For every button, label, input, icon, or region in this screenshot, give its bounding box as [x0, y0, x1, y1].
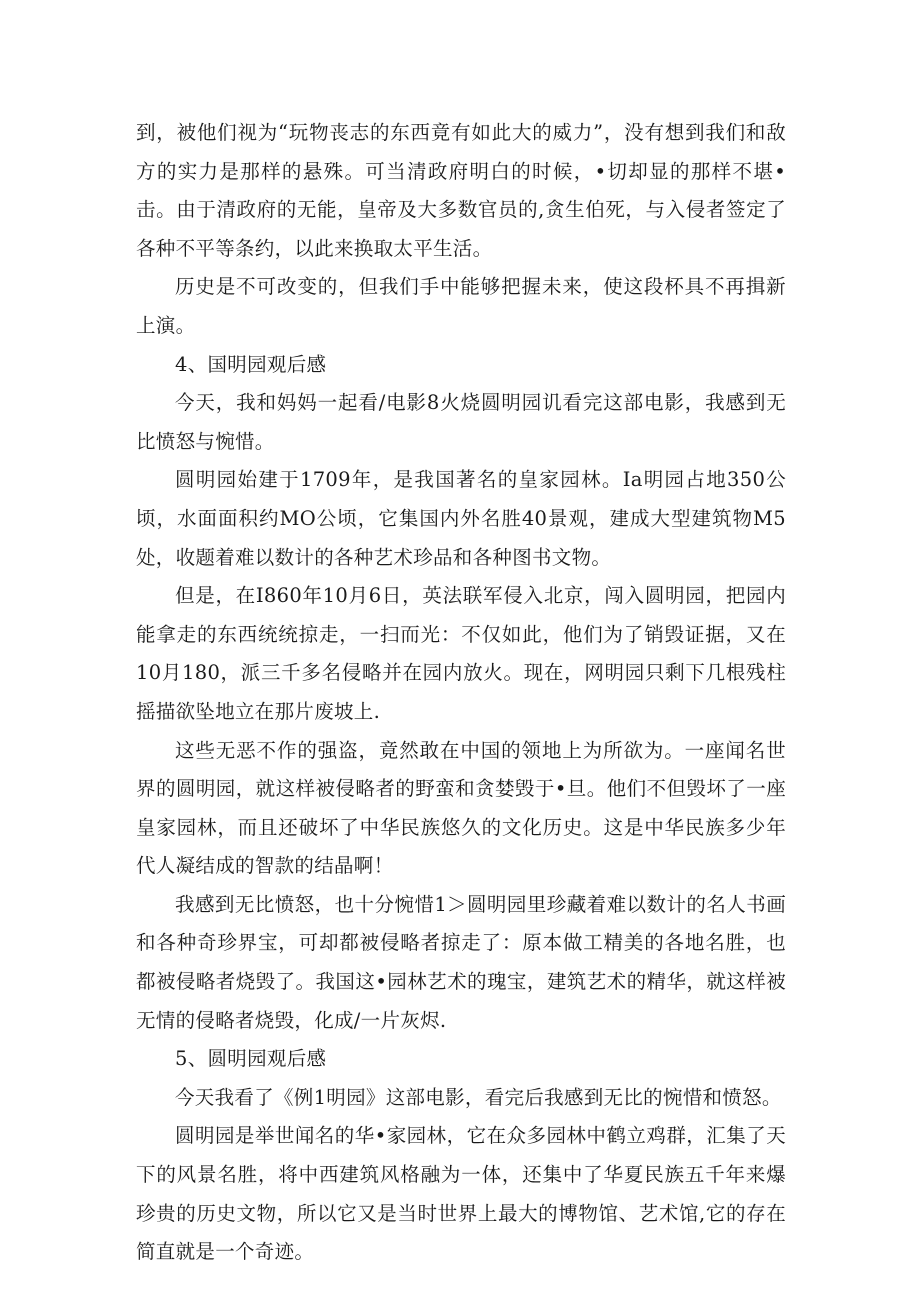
paragraph-history-note: 历史是不可改变的，但我们手中能够把握未来，使这段杯具不再揖新上演。: [136, 275, 786, 337]
paragraph: 圆明园是举世闻名的华•家园林，它在众多园林中鹤立鸡群，汇集了天下的风景名胜，将中西建筑风格融为一体，还集中了华夏民族五千年来爆珍贵的历史文物，所以它又是当时世界上最大的博物馆、艺术馆,它的存在简直就是一个奇迹。: [136, 1124, 786, 1264]
paragraph: 今天我看了《例1明园》这部电影，看完后我感到无比的惋惜和愤怒。: [175, 1085, 782, 1109]
paragraph: 圆明园始建于1709年，是我国著名的皇家园林。Ia明园占地350公顷，水面面积约MO公顷，它集国内外名胜40景观，建成大型建筑物M5处，收题着难以数计的各种艺术珍品和各种图书文物。: [136, 468, 786, 569]
section-heading-5: 5、圆明园观后感: [175, 1047, 327, 1071]
section-heading-4: 4、国明园观后感: [175, 352, 327, 376]
paragraph: 这些无恶不作的强盗，竟然敢在中国的领地上为所欲为。一座闻名世界的圆明园，就这样被侵略者的野蛮和贪婪毁于•旦。他们不但毁坏了一座皇家园林，而且还破坏了中华民族悠久的文化历史。这是中华民族多少年代人凝结成的智款的结晶啊！: [136, 738, 786, 878]
paragraph-continuation: 到，被他们视为“玩物丧志的东西竟有如此大的威力”，没有想到我们和敌方的实力是那样的悬殊。可当清政府明白的时候，•切却显的那样不堪•击。由于清政府的无能，皇帝及大多数官员的,贪生伯死，与入侵者签定了各种不平等条约，以此来换取太平生活。: [136, 121, 786, 260]
paragraph: 今天，我和妈妈一起看/电影8火烧圆明园讥看完这部电影，我感到无比愤怒与惋惜。: [136, 391, 786, 453]
paragraph: 我感到无比愤怒，也十分惋惜1＞圆明园里珍藏着难以数计的名人书画和各种奇珍界宝，可却都被侵略者掠走了：原本做工精美的各地名胜，也都被侵略者烧毁了。我国这•园林艺术的瑰宝，建筑艺术的精华，就这样被无情的侵略者烧毁，化成/一片灰烬.: [136, 892, 786, 1032]
paragraph: 但是，在I860年10月6日，英法联军侵入北京，闯入圆明园，把园内能拿走的东西统统掠走，一扫而光：不仅如此，他们为了销毁证据，又在10月180，派三千多名侵略并在园内放火。现在，网明园只剩下几根残柱摇描欲坠地立在那片废坡上.: [136, 584, 786, 723]
document-body: [136, 114, 786, 1272]
